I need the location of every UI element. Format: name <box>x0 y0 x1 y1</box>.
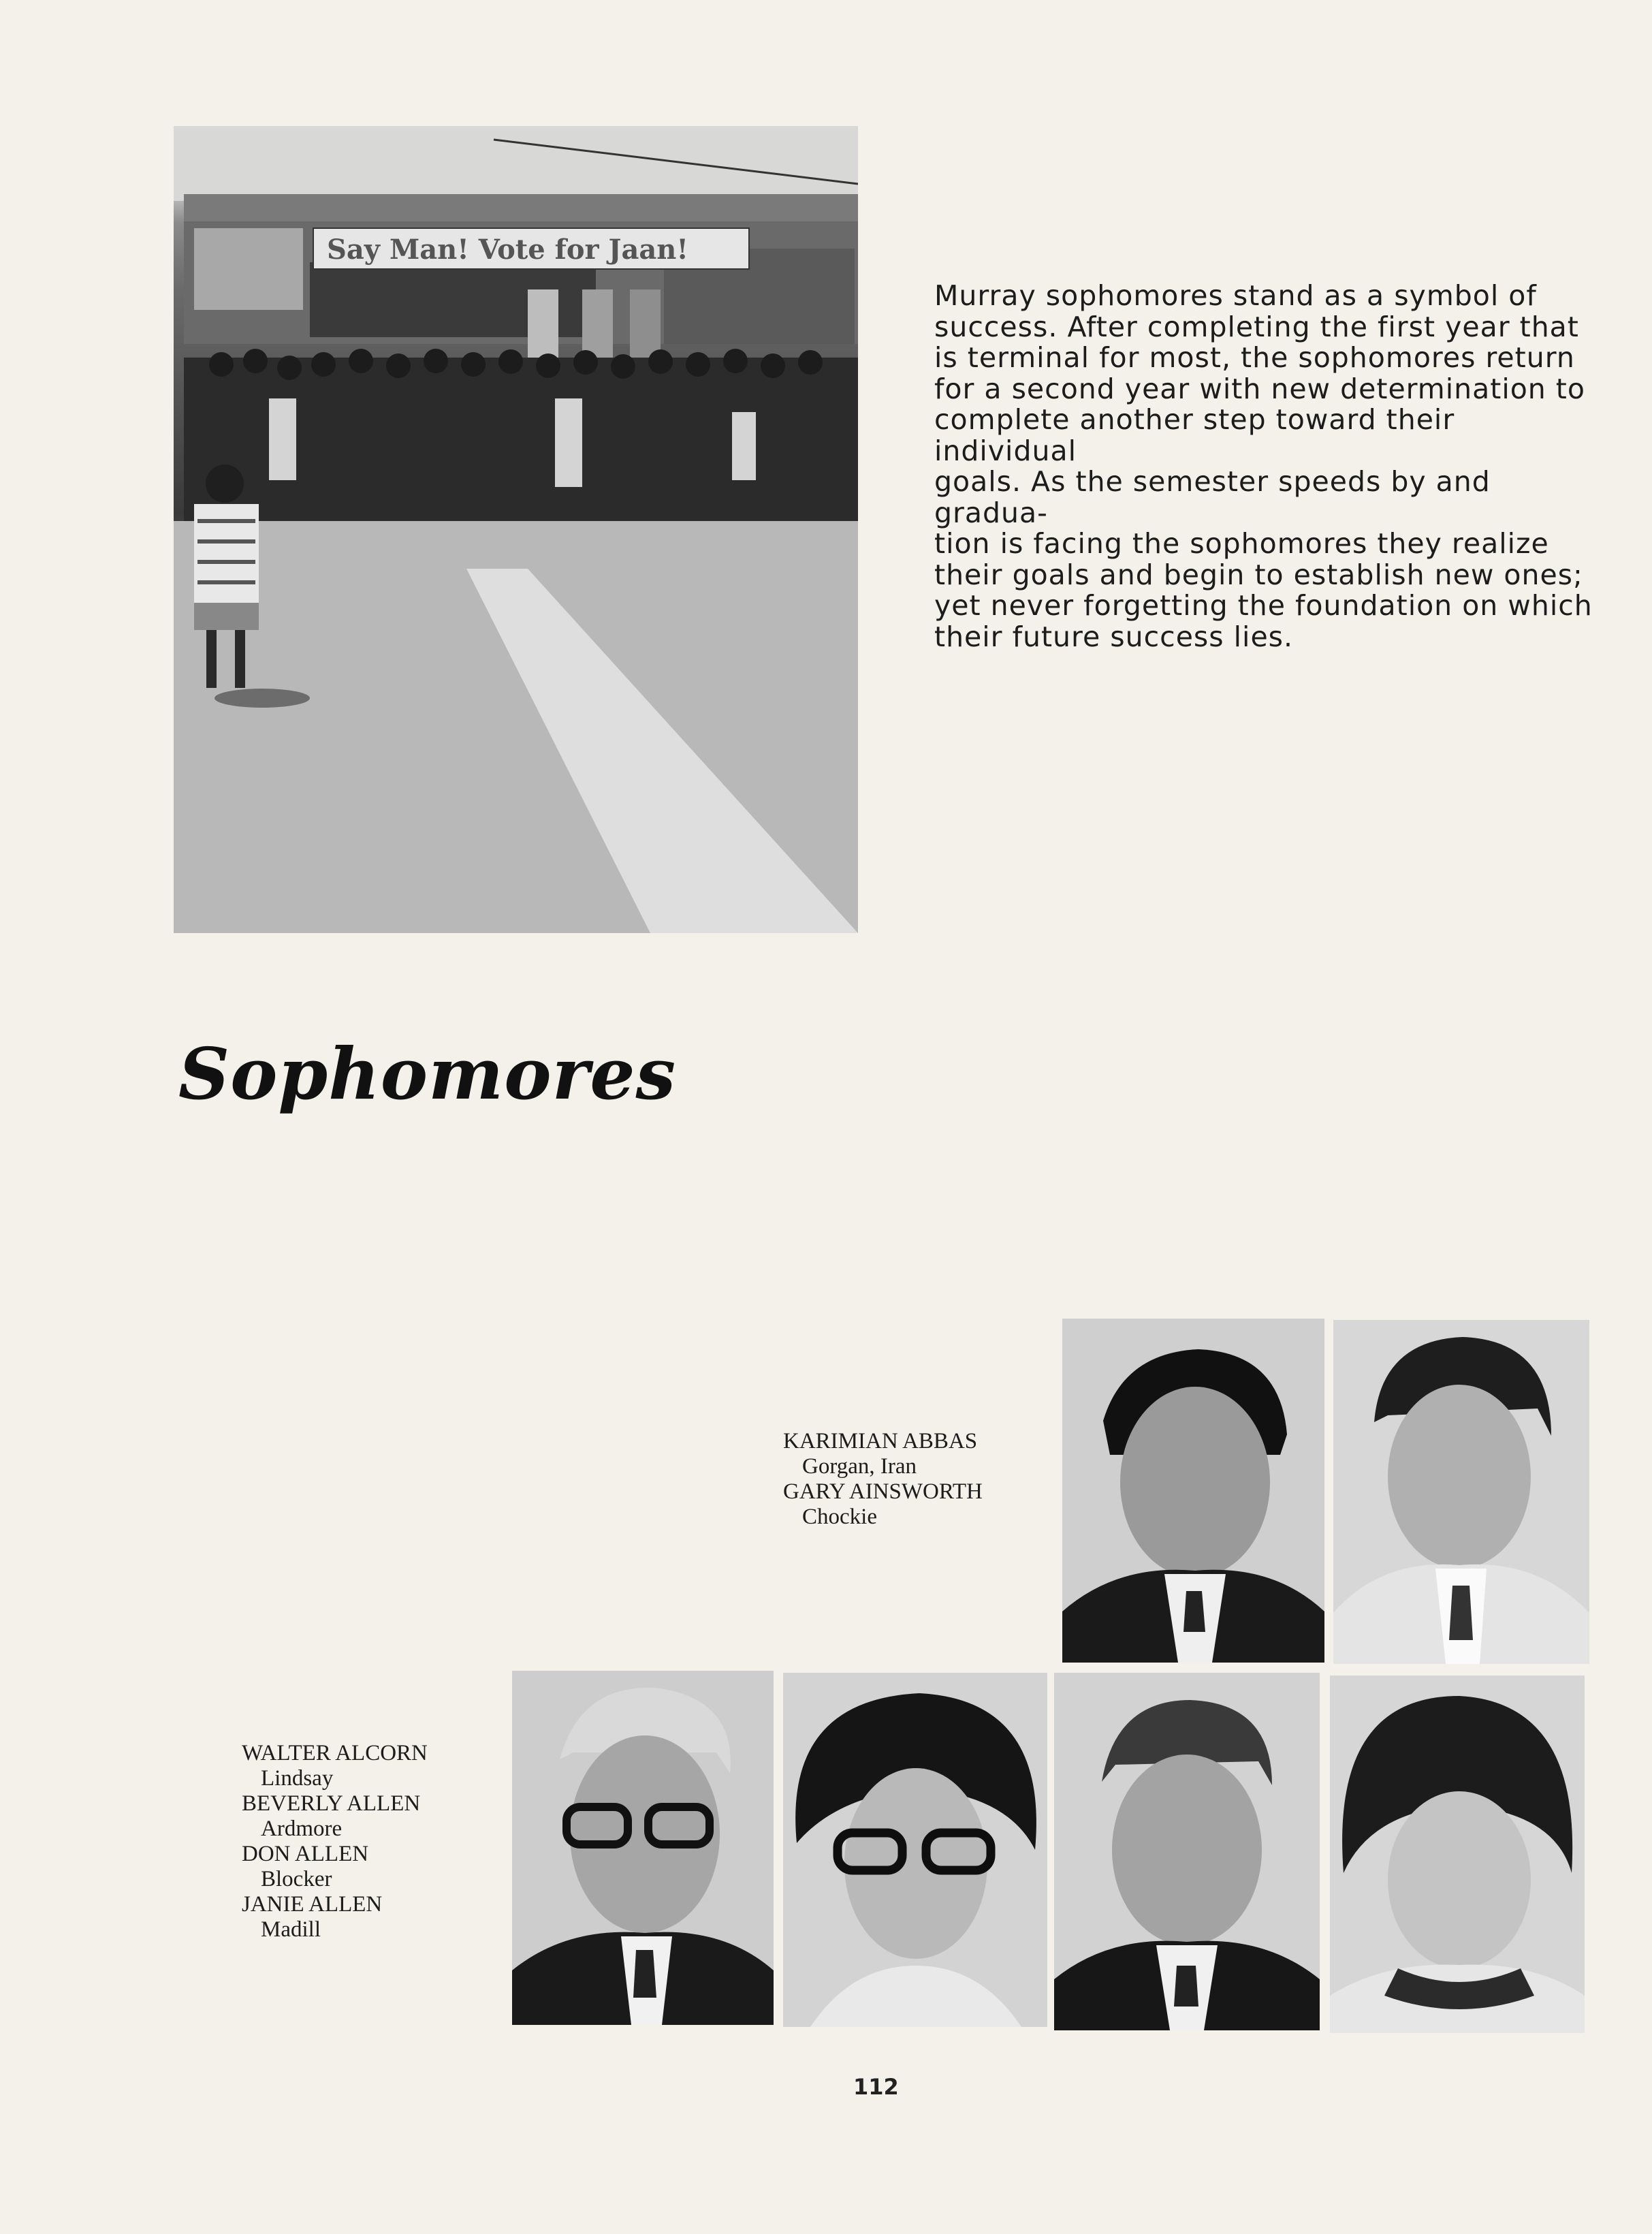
student-hometown: Lindsay <box>261 1766 334 1791</box>
student-name: WALTER ALCORN <box>242 1741 428 1765</box>
banner-text: Say Man! Vote for Jaan! <box>327 234 688 266</box>
names-block-top <box>783 1429 983 1530</box>
student-entry <box>242 1842 428 1892</box>
student-entry <box>783 1479 983 1530</box>
student-hometown: Gorgan, Iran <box>802 1454 917 1479</box>
student-entry <box>242 1892 428 1942</box>
portrait-beverly-allen <box>783 1673 1047 2027</box>
crowd-photo <box>174 126 858 933</box>
student-name: DON ALLEN <box>242 1842 369 1866</box>
student-hometown: Ardmore <box>261 1816 343 1841</box>
student-entry <box>783 1429 983 1479</box>
portrait-walter-alcorn <box>512 1671 774 2025</box>
student-hometown: Madill <box>261 1917 321 1942</box>
portrait-janie-allen <box>1330 1676 1585 2033</box>
crowd-photo-illustration <box>174 126 858 933</box>
page-number: 112 <box>853 2074 899 2100</box>
student-name: GARY AINSWORTH <box>783 1479 983 1504</box>
student-name: JANIE ALLEN <box>242 1892 383 1917</box>
portrait-karimian-abbas <box>1062 1319 1324 1663</box>
student-name: KARIMIAN ABBAS <box>783 1429 978 1453</box>
portrait-don-allen <box>1054 1673 1320 2030</box>
student-hometown: Chockie <box>802 1505 877 1529</box>
student-entry <box>242 1791 428 1842</box>
portrait-gary-ainsworth <box>1333 1320 1589 1664</box>
intro-paragraph: Murray sophomores stand as a symbol of success. After completing the first year that is terminal for most, the sophomores return for a second year with new determination to complete another step toward their individual goals. As the semester speeds by and gradua- tion is facing the sophomores they realize their goals and begin to establish new ones; yet never forgetting the foundation on which their future success lies. <box>934 279 1593 653</box>
names-block-bottom <box>242 1741 428 1942</box>
student-hometown: Blocker <box>261 1867 332 1891</box>
student-name: BEVERLY ALLEN <box>242 1791 421 1816</box>
section-title: Sophomores <box>178 1032 677 1116</box>
student-entry <box>242 1741 428 1791</box>
